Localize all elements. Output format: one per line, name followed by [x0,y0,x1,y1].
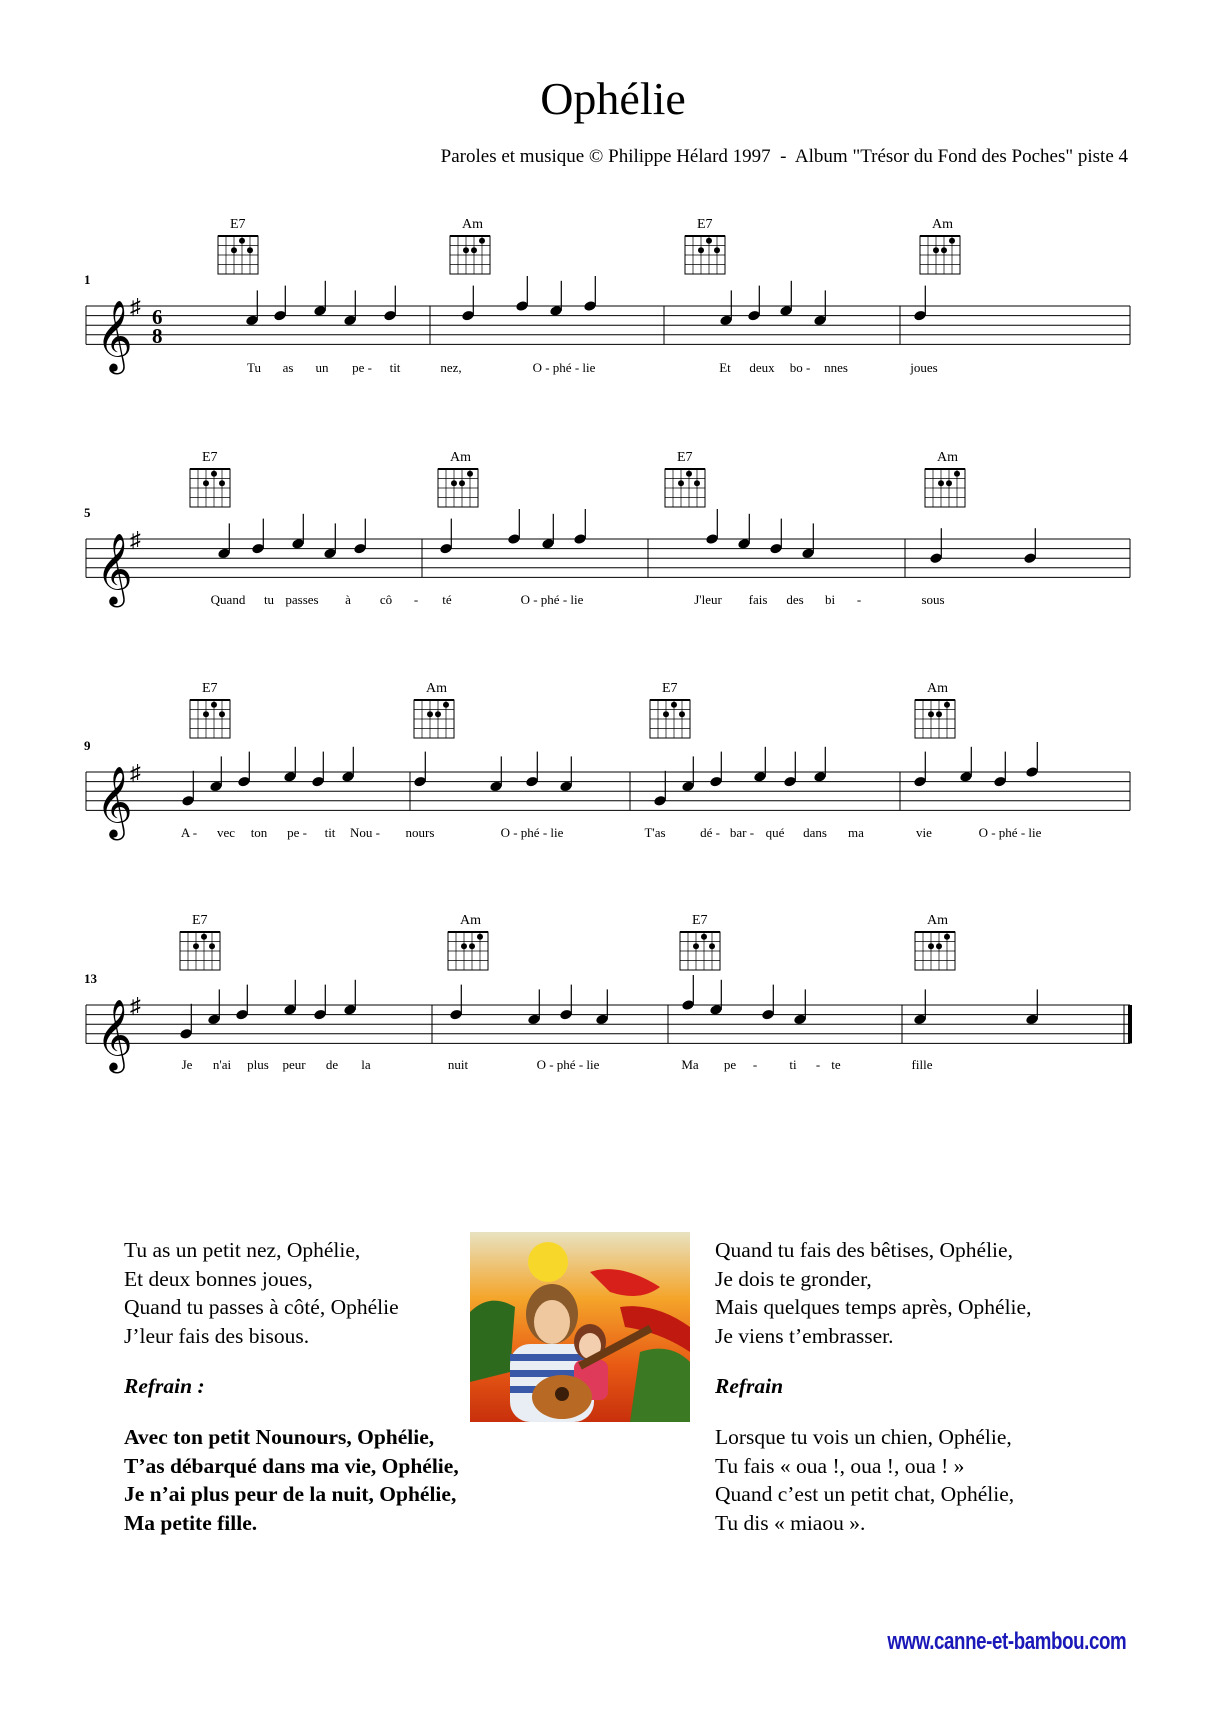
lyric-syllable: O - phé - lie [978,825,1042,840]
chord-dot [203,480,209,486]
chord-dot [928,711,934,717]
lyric-syllable: O - phé - lie [532,360,596,375]
sharp-icon: ♯ [130,294,141,319]
chord-dot [663,711,669,717]
lyric-syllable: pe - [287,825,307,840]
chord-dot [944,934,950,940]
lyric-syllable: O - phé - lie [520,592,584,607]
lyric-syllable: ma [848,825,864,840]
lyric-line: Ma petite fille. [124,1510,258,1535]
refrain-label: Refrain [715,1374,784,1399]
lyric-syllable: - [856,592,862,607]
sharp-icon: ♯ [130,760,141,785]
chord-dot [933,247,939,253]
website-link[interactable]: www.canne-et-bambou.com [887,1628,1126,1655]
chord-name: Am [450,450,471,465]
lyric-syllable: nours [405,825,435,840]
lyrics-left-column [124,1236,459,1537]
lyric-line: Je viens t’embrasser. [715,1323,894,1348]
chord-dot [936,943,942,949]
chord-dot [946,480,952,486]
chord-dot [443,702,449,708]
chord-dot [671,702,677,708]
chord-name: E7 [202,681,218,696]
chord-dot [686,471,692,477]
sharp-icon: ♯ [130,527,141,552]
chord-name: Am [937,450,958,465]
treble-clef-icon: 𝄞 [96,302,133,371]
chord-name: Am [460,913,481,928]
chord-name: E7 [230,217,246,232]
lyric-syllable: - [413,592,419,607]
measure-number: 5 [84,505,91,520]
chord-name: E7 [192,913,208,928]
lyric-syllable: Tu [247,360,261,375]
lyric-syllable: pe - [352,360,372,375]
chord-dot [678,480,684,486]
lyric-syllable: qué [765,825,785,840]
verse-3 [715,1423,1031,1537]
lyric-syllable: dé - [700,825,720,840]
chord-dot [698,247,704,253]
chord-dot [219,711,225,717]
lyric-syllable: A - [180,825,198,840]
lyric-line: Tu dis « miaou ». [715,1510,866,1535]
sharp-icon: ♯ [130,993,141,1018]
lyric-line: Quand tu passes à côté, Ophélie [124,1295,399,1320]
chord-dot [714,247,720,253]
lyric-syllable: bar - [729,825,755,840]
lyric-syllable: la [361,1057,371,1072]
lyric-line: Tu fais « oua !, oua !, oua ! » [715,1453,965,1478]
lyric-line: Avec ton petit Nounours, Ophélie, [124,1424,435,1449]
lyric-syllable: des [786,592,804,607]
chord-name: E7 [662,681,678,696]
verse-2 [715,1236,1031,1350]
lyric-syllable: T'as [644,825,666,840]
lyric-syllable: passes [285,592,319,607]
chord-dot [469,943,475,949]
chord-dot [467,471,473,477]
lyric-line: Quand tu fais des bêtises, Ophélie, [715,1238,1013,1262]
chord-dot [941,247,947,253]
chord-dot [679,711,685,717]
chord-dot [461,943,467,949]
refrain-label: Refrain : [124,1374,205,1399]
chord-dot [936,711,942,717]
treble-clef-icon: 𝄞 [96,768,133,837]
lyric-syllable: tit [389,360,401,375]
chord-dot [694,480,700,486]
lyric-line: T’as débarqué dans ma vie, Ophélie, [124,1453,459,1478]
measure-number: 13 [84,971,97,986]
lyric-syllable: té [442,592,452,607]
lyric-syllable: dans [803,825,827,840]
lyric-syllable: ti [789,1057,797,1072]
lyric-line: Et deux bonnes joues, [124,1266,313,1291]
time-signature-bottom: 8 [152,324,163,348]
lyrics-right-column [715,1236,1031,1537]
measure-number: 9 [84,738,91,753]
chord-dot [451,480,457,486]
lyric-line: Lorsque tu vois un chien, Ophélie, [715,1424,1012,1449]
song-title: Ophélie [540,73,686,124]
chord-name: E7 [697,217,713,232]
chord-name: E7 [692,913,708,928]
lyric-syllable: bi [824,592,836,607]
refrain [124,1423,459,1537]
lyric-syllable: pe [723,1057,737,1072]
chord-dot [693,943,699,949]
treble-clef-icon: 𝄞 [96,535,133,604]
lyric-syllable: joues [910,360,938,375]
chord-dot [477,934,483,940]
chord-dot [427,711,433,717]
lyric-line: Je dois te gronder, [715,1266,872,1291]
lyric-syllable: tit [324,825,336,840]
lyric-syllable: - [815,1057,821,1072]
chord-dot [435,711,441,717]
chord-name: Am [426,681,447,696]
lyric-syllable: de [325,1057,339,1072]
chord-dot [944,702,950,708]
lyric-line: Mais quelques temps après, Ophélie, [715,1295,1032,1320]
lyric-syllable: fille [911,1057,933,1072]
chord-dot [247,247,253,253]
lyric-syllable: Ma [681,1057,699,1072]
chord-dot [219,480,225,486]
verse-1 [124,1236,459,1350]
chord-dot [479,238,485,244]
chord-name: Am [927,681,948,696]
lyric-syllable: O - phé - lie [500,825,564,840]
chord-dot [701,934,707,940]
guitar-photo [470,1232,690,1422]
lyric-syllable: un [315,360,329,375]
chord-dot [954,471,960,477]
lyric-syllable: ton [250,825,268,840]
lyric-syllable: vec [216,825,236,840]
lyric-syllable: Je [181,1057,193,1072]
chord-name: Am [932,217,953,232]
lyric-syllable: à [345,592,351,607]
measure-number: 1 [84,272,91,287]
chord-name: E7 [202,450,218,465]
chord-name: Am [927,913,948,928]
lyric-line: Je n’ai plus peur de la nuit, Ophélie, [124,1482,457,1507]
lyric-syllable: J'leur [694,592,722,607]
chord-name: Am [462,217,483,232]
lyric-syllable: nuit [447,1057,469,1072]
lyric-syllable: tu [263,592,275,607]
lyric-syllable: te [831,1057,841,1072]
chord-dot [709,943,715,949]
lyric-syllable: plus [247,1057,269,1072]
chord-dot [193,943,199,949]
lyric-line: J’leur fais des bisous. [124,1323,310,1348]
chord-name: E7 [677,450,693,465]
lyric-syllable: fais [748,592,768,607]
chord-dot [231,247,237,253]
chord-dot [201,934,207,940]
lyric-syllable: O - phé - lie [536,1057,600,1072]
lyric-syllable: cô [379,592,393,607]
lyric-line: Quand c’est un petit chat, Ophélie, [715,1482,1015,1507]
song-credits: Paroles et musique © Philippe Hélard 1997 - Album "Trésor du Fond des Poches" piste 4 [440,146,1128,167]
lyric-syllable: peur [282,1057,306,1072]
chord-dot [211,702,217,708]
lyric-syllable: Et [719,360,731,375]
chord-dot [949,238,955,244]
chord-dot [209,943,215,949]
chord-dot [706,238,712,244]
lyric-syllable: sous [921,592,945,607]
time-signature-top: 6 [152,305,163,329]
lyric-syllable: Nou - [350,825,380,840]
lyric-syllable: Quand [210,592,246,607]
chord-dot [211,471,217,477]
chord-dot [463,247,469,253]
chord-dot [928,943,934,949]
treble-clef-icon: 𝄞 [96,1001,133,1070]
lyric-syllable: n'ai [212,1057,232,1072]
chord-dot [471,247,477,253]
lyric-syllable: deux [749,360,775,375]
chord-dot [239,238,245,244]
lyric-syllable: bo - [789,360,811,375]
lyric-syllable: nez, [440,360,462,375]
lyric-syllable: vie [916,825,932,840]
chord-dot [203,711,209,717]
chord-dot [459,480,465,486]
lyric-syllable: - [752,1057,758,1072]
chord-dot [938,480,944,486]
lyric-syllable: as [282,360,294,375]
lyric-syllable: nnes [824,360,848,375]
lyric-line: Tu as un petit nez, Ophélie, [124,1238,361,1262]
